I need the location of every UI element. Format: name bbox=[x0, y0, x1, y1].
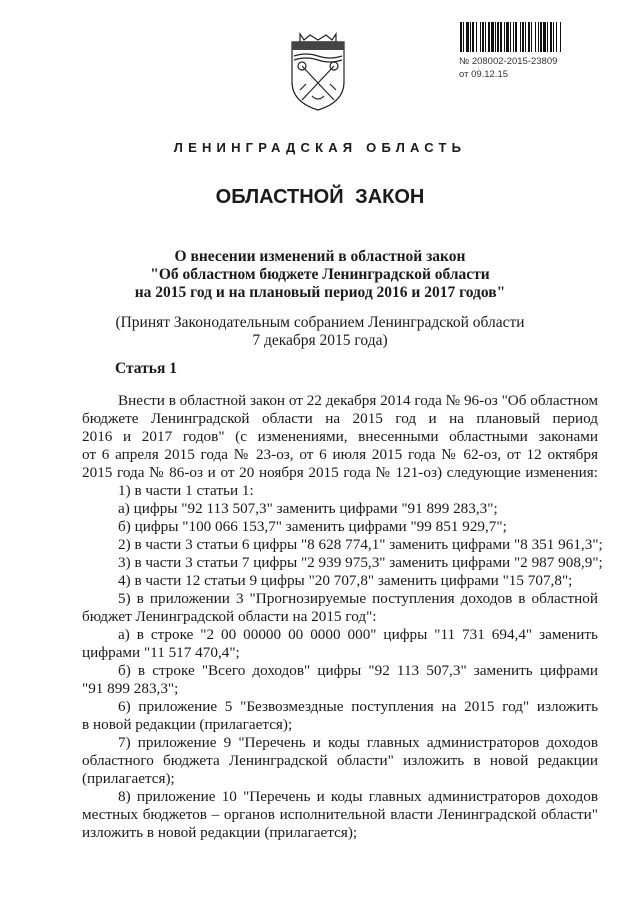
law-title-line: на 2015 год и на плановый период 2016 и 2017 годов" bbox=[134, 284, 506, 301]
registration-number: № 208002-2015-23809 bbox=[459, 56, 558, 67]
body-text-line: 8) приложение 10 "Перечень и коды главных администраторов доходов bbox=[118, 788, 598, 805]
article-heading: Статья 1 bbox=[115, 360, 177, 377]
body-text-line: Внести в областной закон от 22 декабря 2014 года № 96-оз "Об областном bbox=[118, 392, 598, 409]
law-title-line: О внесении изменений в областной закон bbox=[174, 248, 466, 265]
body-text-line: от 6 апреля 2015 года № 23-оз, от 6 июля 2015 года № 62-оз, от 12 октября bbox=[82, 446, 598, 463]
law-type-heading: ОБЛАСТНОЙ ЗАКОН bbox=[215, 186, 425, 208]
body-text-line: 2015 года № 86-оз и от 20 ноября 2015 года № 121-оз) следующие изменения: bbox=[82, 464, 598, 481]
body-text-line: цифрами "11 517 470,4"; bbox=[82, 644, 240, 661]
body-text-line: "91 899 283,3"; bbox=[82, 680, 179, 697]
body-text-line: 6) приложение 5 "Безвозмездные поступления на 2015 год" изложить bbox=[118, 698, 598, 715]
body-text-line: б) в строке "Всего доходов" цифры "92 113 507,3" заменить цифрами bbox=[118, 662, 598, 679]
body-text-line: 1) в части 1 статьи 1: bbox=[118, 482, 254, 499]
body-text-line: 2016 и 2017 годов" (с изменениями, внесенными областными законами bbox=[82, 428, 598, 445]
body-text-line: 2) в части 3 статьи 6 цифры "8 628 774,1" заменить цифрами "8 351 961,3"; bbox=[118, 536, 603, 553]
body-text-line: 4) в части 12 статьи 9 цифры "20 707,8" заменить цифрами "15 707,8"; bbox=[118, 572, 573, 589]
body-text-line: изложить в новой редакции (прилагается); bbox=[82, 824, 358, 841]
body-text-line: (прилагается); bbox=[82, 770, 175, 787]
body-text-line: а) в строке "2 00 00000 00 0000 000" цифры "11 731 694,4" заменить bbox=[118, 626, 598, 643]
registration-date: от 09.12.15 bbox=[459, 69, 509, 80]
body-text-line: в новой редакции (прилагается); bbox=[82, 716, 293, 733]
body-text-line: бюджете Ленинградской области на 2015 год и на плановый период bbox=[82, 410, 598, 427]
body-text-line: а) цифры "92 113 507,3" заменить цифрами "91 899 283,3"; bbox=[118, 500, 498, 517]
body-text-line: местных бюджетов – органов исполнительной власти Ленинградской области" bbox=[82, 806, 598, 823]
region-name: ЛЕНИНГРАДСКАЯ ОБЛАСТЬ bbox=[173, 140, 467, 155]
body-text-line: 3) в части 3 статьи 7 цифры "2 939 975,3" заменить цифрами "2 987 908,9"; bbox=[118, 554, 603, 571]
body-text-line: областного бюджета Ленинградской области" изложить в новой редакции bbox=[82, 752, 598, 769]
barcode bbox=[460, 22, 596, 52]
adoption-note-line: 7 декабря 2015 года) bbox=[252, 332, 388, 349]
coat-of-arms-emblem bbox=[286, 30, 350, 114]
body-text-line: 5) в приложении 3 "Прогнозируемые поступления доходов в областной bbox=[118, 590, 598, 607]
adoption-note-line: (Принят Законодательным собранием Ленинградской области bbox=[115, 314, 525, 331]
body-text-line: 7) приложение 9 "Перечень и коды главных администраторов доходов bbox=[118, 734, 598, 751]
law-title-line: "Об областном бюджете Ленинградской области bbox=[150, 266, 490, 283]
body-text-line: бюджет Ленинградской области на 2015 год": bbox=[82, 608, 377, 625]
body-text-line: б) цифры "100 066 153,7" заменить цифрами "99 851 929,7"; bbox=[118, 518, 507, 535]
